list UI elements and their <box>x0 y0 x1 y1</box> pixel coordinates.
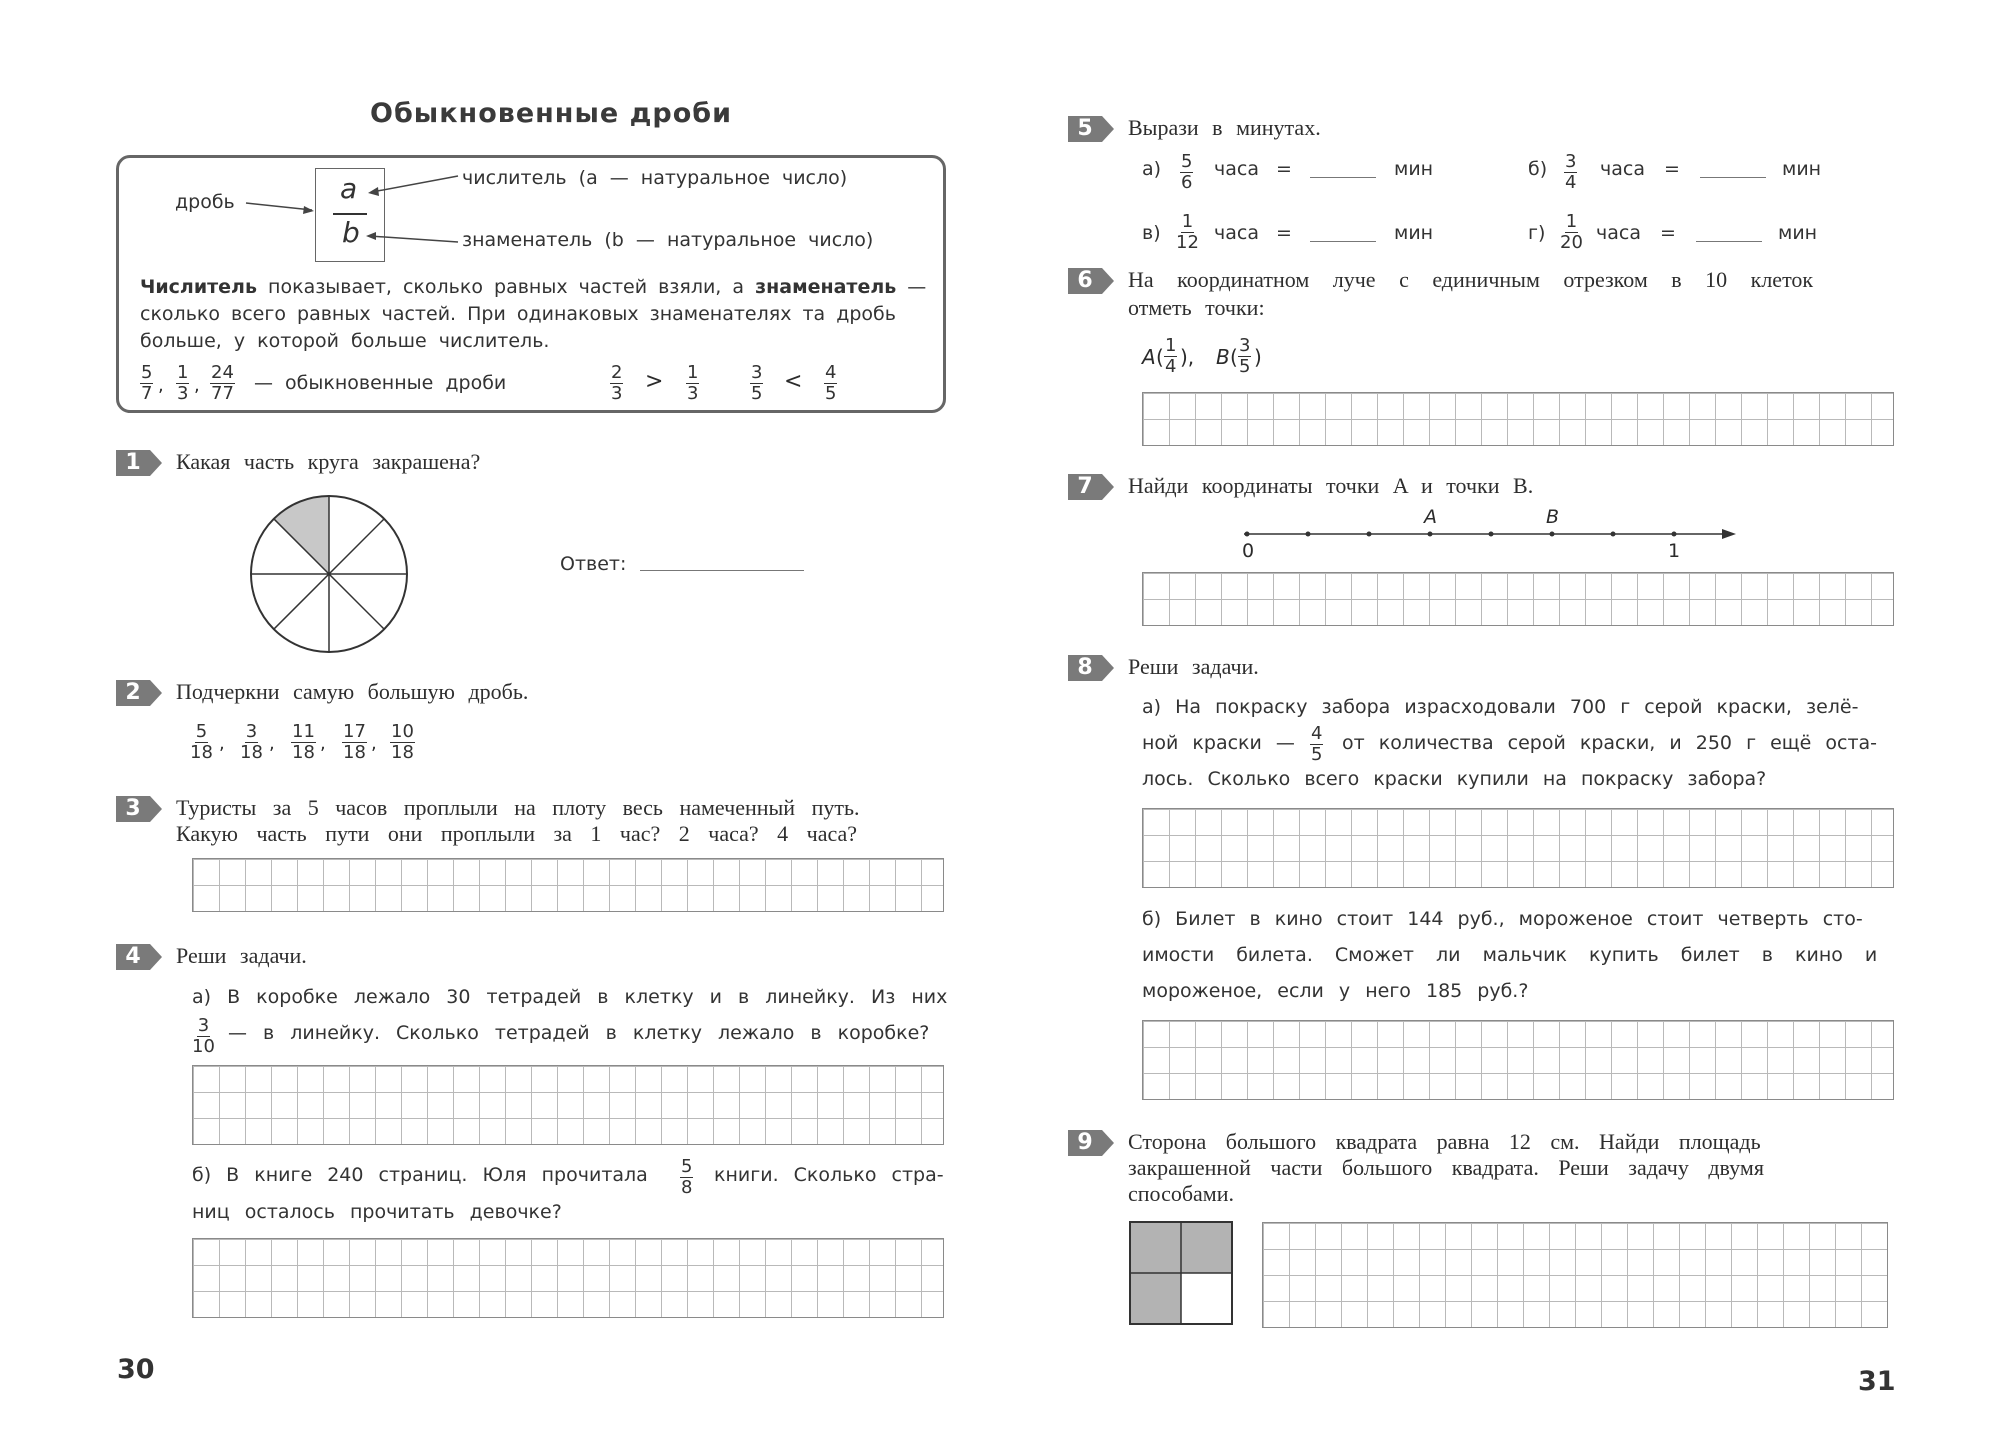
question-8-text: Реши задачи. <box>1128 654 1259 679</box>
answer-line[interactable] <box>640 568 804 571</box>
question-number-8: 8 <box>1068 655 1102 681</box>
comma: , <box>194 375 200 396</box>
examples-caption: — обыкновенные дроби <box>254 372 507 394</box>
number-line-label-a: A <box>1424 506 1437 528</box>
fraction-numerator: 5 <box>681 1156 693 1177</box>
q5a-label: а) <box>1142 158 1162 180</box>
q4a-fraction <box>192 1016 215 1057</box>
q5a-answer-line[interactable] <box>1310 175 1376 178</box>
paren-close: ) <box>1254 345 1262 369</box>
fraction-numerator: 3 <box>751 362 763 383</box>
q5b-result-unit: мин <box>1782 158 1822 180</box>
compare2-b <box>824 363 837 404</box>
example-fraction-1 <box>140 363 153 404</box>
q2-fraction-5[interactable] <box>390 722 415 763</box>
fraction-denominator: 3 <box>611 383 623 404</box>
q8b-line-3: мороженое, если у него 185 руб.? <box>1142 980 1529 1002</box>
answer-grid-q7[interactable] <box>1142 572 1894 626</box>
comma: , <box>219 733 225 754</box>
fraction-numerator: 5 <box>1181 151 1193 172</box>
fraction-numerator: 3 <box>1239 335 1251 356</box>
fraction-denominator: 5 <box>751 383 763 404</box>
fraction-denominator: 4 <box>1565 172 1577 193</box>
fraction-numerator: 1 <box>1181 211 1194 232</box>
compare1-a <box>610 363 623 404</box>
question-3-line-2: Какую часть пути они проплыли за 1 час? 2 часа? 4 часа? <box>176 821 858 846</box>
point-a-name: A <box>1142 345 1156 369</box>
example-fraction-2 <box>176 363 189 404</box>
fraction-numerator: 4 <box>1311 723 1323 744</box>
question-2-text: Подчеркни самую большую дробь. <box>176 679 529 704</box>
q8b-line-1: б) Билет в кино стоит 144 руб., мороженое стоит четверть сто- <box>1142 908 1863 930</box>
q5a-result-unit: мин <box>1394 158 1434 180</box>
fraction-denominator: 18 <box>391 742 414 763</box>
q5c-unit: часа <box>1214 222 1259 244</box>
q5c-equals: = <box>1276 222 1292 244</box>
question-number-7: 7 <box>1068 474 1102 500</box>
q5b-label: б) <box>1528 158 1548 180</box>
comma: , <box>320 733 326 754</box>
fraction-numerator: 5 <box>141 362 153 383</box>
q4a-line-1: а) В коробке лежало 30 тетрадей в клетку и в линейку. Из них <box>192 986 948 1008</box>
fraction-numerator: 1 <box>1565 211 1578 232</box>
q8a-line-3: лось. Сколько всего краски купили на покраску забора? <box>1142 768 1767 790</box>
q2-fraction-2[interactable] <box>240 722 263 763</box>
number-line-label-zero: 0 <box>1242 540 1255 562</box>
fraction-denominator: 77 <box>211 383 234 404</box>
fraction-numerator: 3 <box>245 721 258 742</box>
q5c-fraction <box>1176 212 1199 253</box>
compare2-operator: < <box>784 369 803 394</box>
q5b-unit: часа <box>1600 158 1645 180</box>
q5a-fraction <box>1180 152 1193 193</box>
number-line <box>1240 522 1740 552</box>
fraction-label: дробь <box>175 191 235 213</box>
answer-grid-q6[interactable] <box>1142 392 1894 446</box>
fraction-denominator: 18 <box>292 742 315 763</box>
question-number-6: 6 <box>1068 268 1102 294</box>
answer-grid-q8b[interactable] <box>1142 1020 1894 1100</box>
fraction-denominator: 7 <box>141 383 153 404</box>
rule-line-3: больше, у которой больше числитель. <box>140 330 550 352</box>
fraction-denominator: 3 <box>177 383 189 404</box>
q5d-unit: часа <box>1596 222 1641 244</box>
q2-fraction-4[interactable] <box>342 722 367 763</box>
rule-line-2: сколько всего равных частей. При одинаковых знаменателях та дробь <box>140 303 896 325</box>
question-9-line-1: Сторона большого квадрата равна 12 см. Найди площадь <box>1128 1129 1761 1154</box>
fraction-numerator: 4 <box>825 362 837 383</box>
answer-grid-q4a[interactable] <box>192 1065 944 1145</box>
q5a-equals: = <box>1276 158 1292 180</box>
compare1-b <box>686 363 699 404</box>
fraction-denominator: 18 <box>343 742 366 763</box>
question-6-line-1: На координатном луче с единичным отрезком в 10 клеток <box>1128 267 1814 292</box>
rule-bold-denominator: знаменатель <box>755 276 897 298</box>
q5d-result-unit: мин <box>1778 222 1818 244</box>
rule-line-1-part-a: показывает, сколько равных частей взяли, а <box>257 276 756 298</box>
q5c-label: в) <box>1142 222 1161 244</box>
fraction-numerator: 3 <box>1565 151 1577 172</box>
paren-open: ( <box>1230 345 1238 369</box>
example-fraction-3 <box>210 363 235 404</box>
number-line-label-one: 1 <box>1668 540 1681 562</box>
question-7-text: Найди координаты точки A и точки B. <box>1128 473 1534 498</box>
q4b-line-1-end: книги. Сколько стра- <box>714 1164 944 1186</box>
shaded-circle-figure <box>248 493 410 655</box>
page-title: Обыкновенные дроби <box>370 98 733 129</box>
answer-grid-q8a[interactable] <box>1142 808 1894 888</box>
q5d-label: г) <box>1528 222 1546 244</box>
q8a-line-2-start: ной краски — <box>1142 732 1295 754</box>
question-number-2: 2 <box>116 680 150 706</box>
q8b-line-2: имости билета. Сможет ли мальчик купить билет в кино и <box>1142 944 1878 966</box>
fraction-numerator: 10 <box>391 721 414 742</box>
numerator-symbol: a <box>340 172 358 205</box>
fraction-denominator: 3 <box>687 383 699 404</box>
q5b-fraction <box>1564 152 1577 193</box>
fraction-numerator: 11 <box>292 721 315 742</box>
q4b-line-1-start: б) В книге 240 страниц. Юля прочитала <box>192 1164 648 1186</box>
page-number-right: 31 <box>1858 1366 1896 1397</box>
question-4-text: Реши задачи. <box>176 943 307 968</box>
fraction-denominator: 5 <box>1311 744 1323 765</box>
point-a-fraction <box>1164 336 1177 377</box>
denominator-symbol: b <box>342 216 360 249</box>
rule-bold-numerator: Числитель <box>140 276 257 298</box>
fraction-denominator: 18 <box>240 742 263 763</box>
fraction-numerator: 1 <box>687 362 699 383</box>
question-9-line-3: способами. <box>1128 1181 1235 1206</box>
q8a-fraction <box>1310 724 1323 765</box>
question-9-line-2: закрашенной части большого квадрата. Реши задачу двумя <box>1128 1155 1764 1180</box>
question-3-line-1: Туристы за 5 часов проплыли на плоту весь намеченный путь. <box>176 795 860 820</box>
point-b-fraction <box>1238 336 1251 377</box>
point-b-name: B <box>1216 345 1230 369</box>
answer-grid-q4b[interactable] <box>192 1238 944 1318</box>
paren-close: ), <box>1180 345 1195 369</box>
fraction-denominator: 5 <box>1239 356 1251 377</box>
question-number-3: 3 <box>116 796 150 822</box>
q8a-line-1: а) На покраску забора израсходовали 700 г серой краски, зелё- <box>1142 696 1859 718</box>
q5d-equals: = <box>1660 222 1676 244</box>
answer-grid-q3[interactable] <box>192 858 944 912</box>
question-number-5: 5 <box>1068 116 1102 142</box>
question-number-4: 4 <box>116 944 150 970</box>
comma: , <box>371 733 377 754</box>
q2-fraction-1[interactable] <box>190 722 213 763</box>
comma: , <box>269 733 275 754</box>
denominator-caption: знаменатель (b — натуральное число) <box>462 229 874 251</box>
question-5-text: Вырази в минутах. <box>1128 115 1321 140</box>
answer-grid-q9[interactable] <box>1262 1222 1888 1328</box>
q5d-answer-line[interactable] <box>1696 239 1762 242</box>
fraction-numerator: 1 <box>177 362 189 383</box>
q4b-line-2: ниц осталось прочитать девочке? <box>192 1201 562 1223</box>
compare2-a <box>750 363 763 404</box>
q5b-answer-line[interactable] <box>1700 175 1766 178</box>
answer-label: Ответ: <box>560 553 627 575</box>
fraction-denominator: 4 <box>1165 356 1177 377</box>
fraction-denominator: 10 <box>192 1036 215 1057</box>
fraction-denominator: 6 <box>1181 172 1193 193</box>
fraction-denominator: 5 <box>825 383 837 404</box>
question-number-1: 1 <box>116 450 150 476</box>
q5b-equals: = <box>1664 158 1680 180</box>
fraction-numerator: 2 <box>611 362 623 383</box>
fraction-denominator: 18 <box>190 742 213 763</box>
q2-fraction-3[interactable] <box>291 722 316 763</box>
question-6-line-2: отметь точки: <box>1128 295 1265 320</box>
q5c-result-unit: мин <box>1394 222 1434 244</box>
compare1-operator: > <box>645 369 664 394</box>
rule-line-1 <box>140 276 926 298</box>
fraction-denominator: 12 <box>1176 232 1199 253</box>
fraction-numerator: 24 <box>211 362 234 383</box>
question-number-9: 9 <box>1068 1130 1102 1156</box>
comma: , <box>158 375 164 396</box>
q8a-line-2-end: от количества серой краски, и 250 г ещё оста- <box>1342 732 1878 754</box>
rule-arrows <box>240 170 470 250</box>
q5a-unit: часа <box>1214 158 1259 180</box>
page-number-left: 30 <box>117 1354 155 1385</box>
fraction-numerator: 1 <box>1165 335 1177 356</box>
q5c-answer-line[interactable] <box>1310 239 1376 242</box>
q4b-fraction <box>680 1157 693 1198</box>
fraction-denominator: 20 <box>1560 232 1583 253</box>
numerator-caption: числитель (a — натуральное число) <box>462 167 848 189</box>
rule-line-1-part-b: — <box>896 276 927 298</box>
number-line-label-b: B <box>1546 506 1560 528</box>
fraction-numerator: 5 <box>195 721 208 742</box>
fraction-numerator: 17 <box>343 721 366 742</box>
question-1-text: Какая часть круга закрашена? <box>176 449 481 474</box>
fraction-denominator: 8 <box>681 1177 693 1198</box>
shaded-square-figure <box>1128 1220 1234 1326</box>
fraction-numerator: 3 <box>197 1015 210 1036</box>
q5d-fraction <box>1560 212 1583 253</box>
q4a-line-2: — в линейку. Сколько тетрадей в клетку лежало в коробке? <box>228 1022 930 1044</box>
paren-open: ( <box>1156 345 1164 369</box>
